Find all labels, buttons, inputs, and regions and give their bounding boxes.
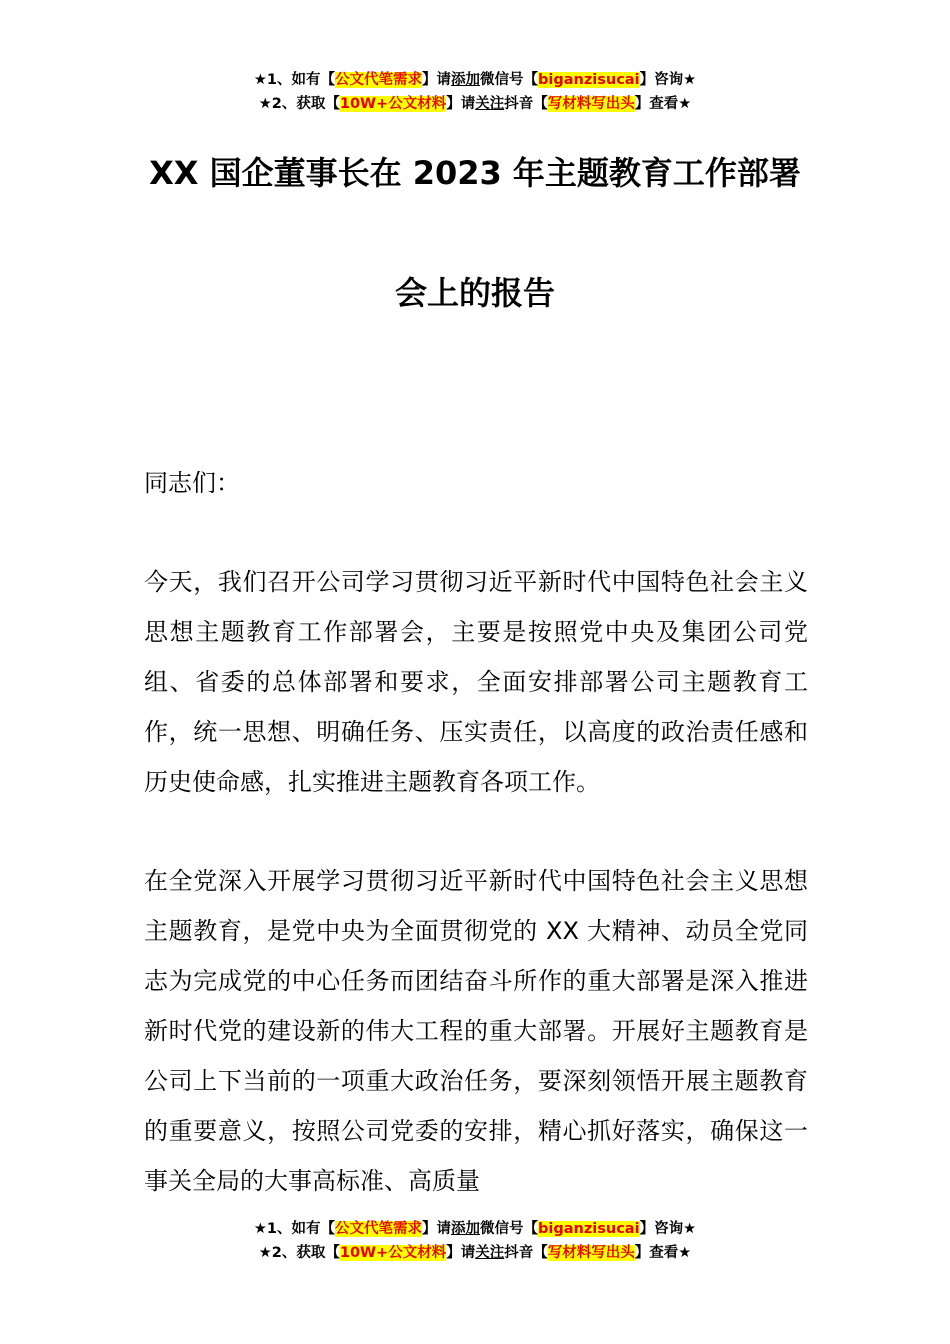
banner-wechat-id: biganzisucai — [538, 72, 640, 88]
banner-text: ★1、如有【 — [253, 1221, 336, 1237]
banner-text: 抖音【 — [504, 1245, 548, 1261]
banner-highlight: 公文代笔需求 — [335, 1221, 423, 1237]
banner-text: 】查看★ — [634, 96, 692, 112]
paragraph-2: 在全党深入开展学习贯彻习近平新时代中国特色社会主义思想主题教育，是党中央为全面贯彻党的 XX 大精神、动员全党同志为完成党的中心任务而团结奋斗所作的重大部署是深入推进新时代党的建设新的伟大工程的重大部署。开展好主题教育是公司上下当前的一项重大政治任务，要深刻领悟开展主题教育的重要意义，按照公司党委的安排，精心抓好落实，确保这一事关全局的大事高标准、高质量 — [144, 867, 808, 1195]
banner-text: 抖音【 — [504, 96, 548, 112]
banner-text: 】请 — [446, 96, 476, 112]
greeting: 同志们： — [144, 469, 240, 497]
banner-underline: 关注 — [475, 1245, 505, 1261]
banner-text: ★2、获取【 — [258, 96, 340, 112]
banner-highlight: 10W+公文材料 — [339, 1245, 447, 1261]
banner-text: 微信号【 — [480, 72, 539, 88]
banner-text: 】请 — [422, 1221, 452, 1237]
banner-text: ★1、如有【 — [253, 72, 336, 88]
banner-line-1 — [0, 1217, 950, 1241]
banner-underline: 添加 — [451, 1221, 481, 1237]
paragraph-1: 今天，我们召开公司学习贯彻习近平新时代中国特色社会主义思想主题教育工作部署会，主要是按照党中央及集团公司党组、省委的总体部署和要求，全面安排部署公司主题教育工作，统一思想、明确任务、压实责任，以高度的政治责任感和历史使命感，扎实推进主题教育各项工作。 — [144, 568, 808, 796]
header-banner — [0, 68, 950, 116]
banner-line-2 — [0, 1241, 950, 1265]
document-title-line-2: 会上的报告 — [394, 274, 555, 312]
banner-wechat-id: biganzisucai — [538, 1221, 640, 1237]
banner-douyin-id: 写材料写出头 — [547, 96, 635, 112]
banner-text: ★2、获取【 — [258, 1245, 340, 1261]
footer-banner — [0, 1217, 950, 1265]
banner-highlight: 公文代笔需求 — [335, 72, 423, 88]
document-title-line-1: XX 国企董事长在 2023 年主题教育工作部署 — [149, 154, 801, 192]
banner-text: 微信号【 — [480, 1221, 539, 1237]
banner-text: 】请 — [422, 72, 452, 88]
banner-douyin-id: 写材料写出头 — [547, 1245, 635, 1261]
banner-line-2 — [0, 92, 950, 116]
banner-text: 】咨询★ — [639, 1221, 697, 1237]
banner-underline: 关注 — [475, 96, 505, 112]
banner-line-1 — [0, 68, 950, 92]
banner-text: 】请 — [446, 1245, 476, 1261]
banner-text: 】咨询★ — [639, 72, 697, 88]
banner-highlight: 10W+公文材料 — [339, 96, 447, 112]
banner-text: 】查看★ — [634, 1245, 692, 1261]
banner-underline: 添加 — [451, 72, 481, 88]
